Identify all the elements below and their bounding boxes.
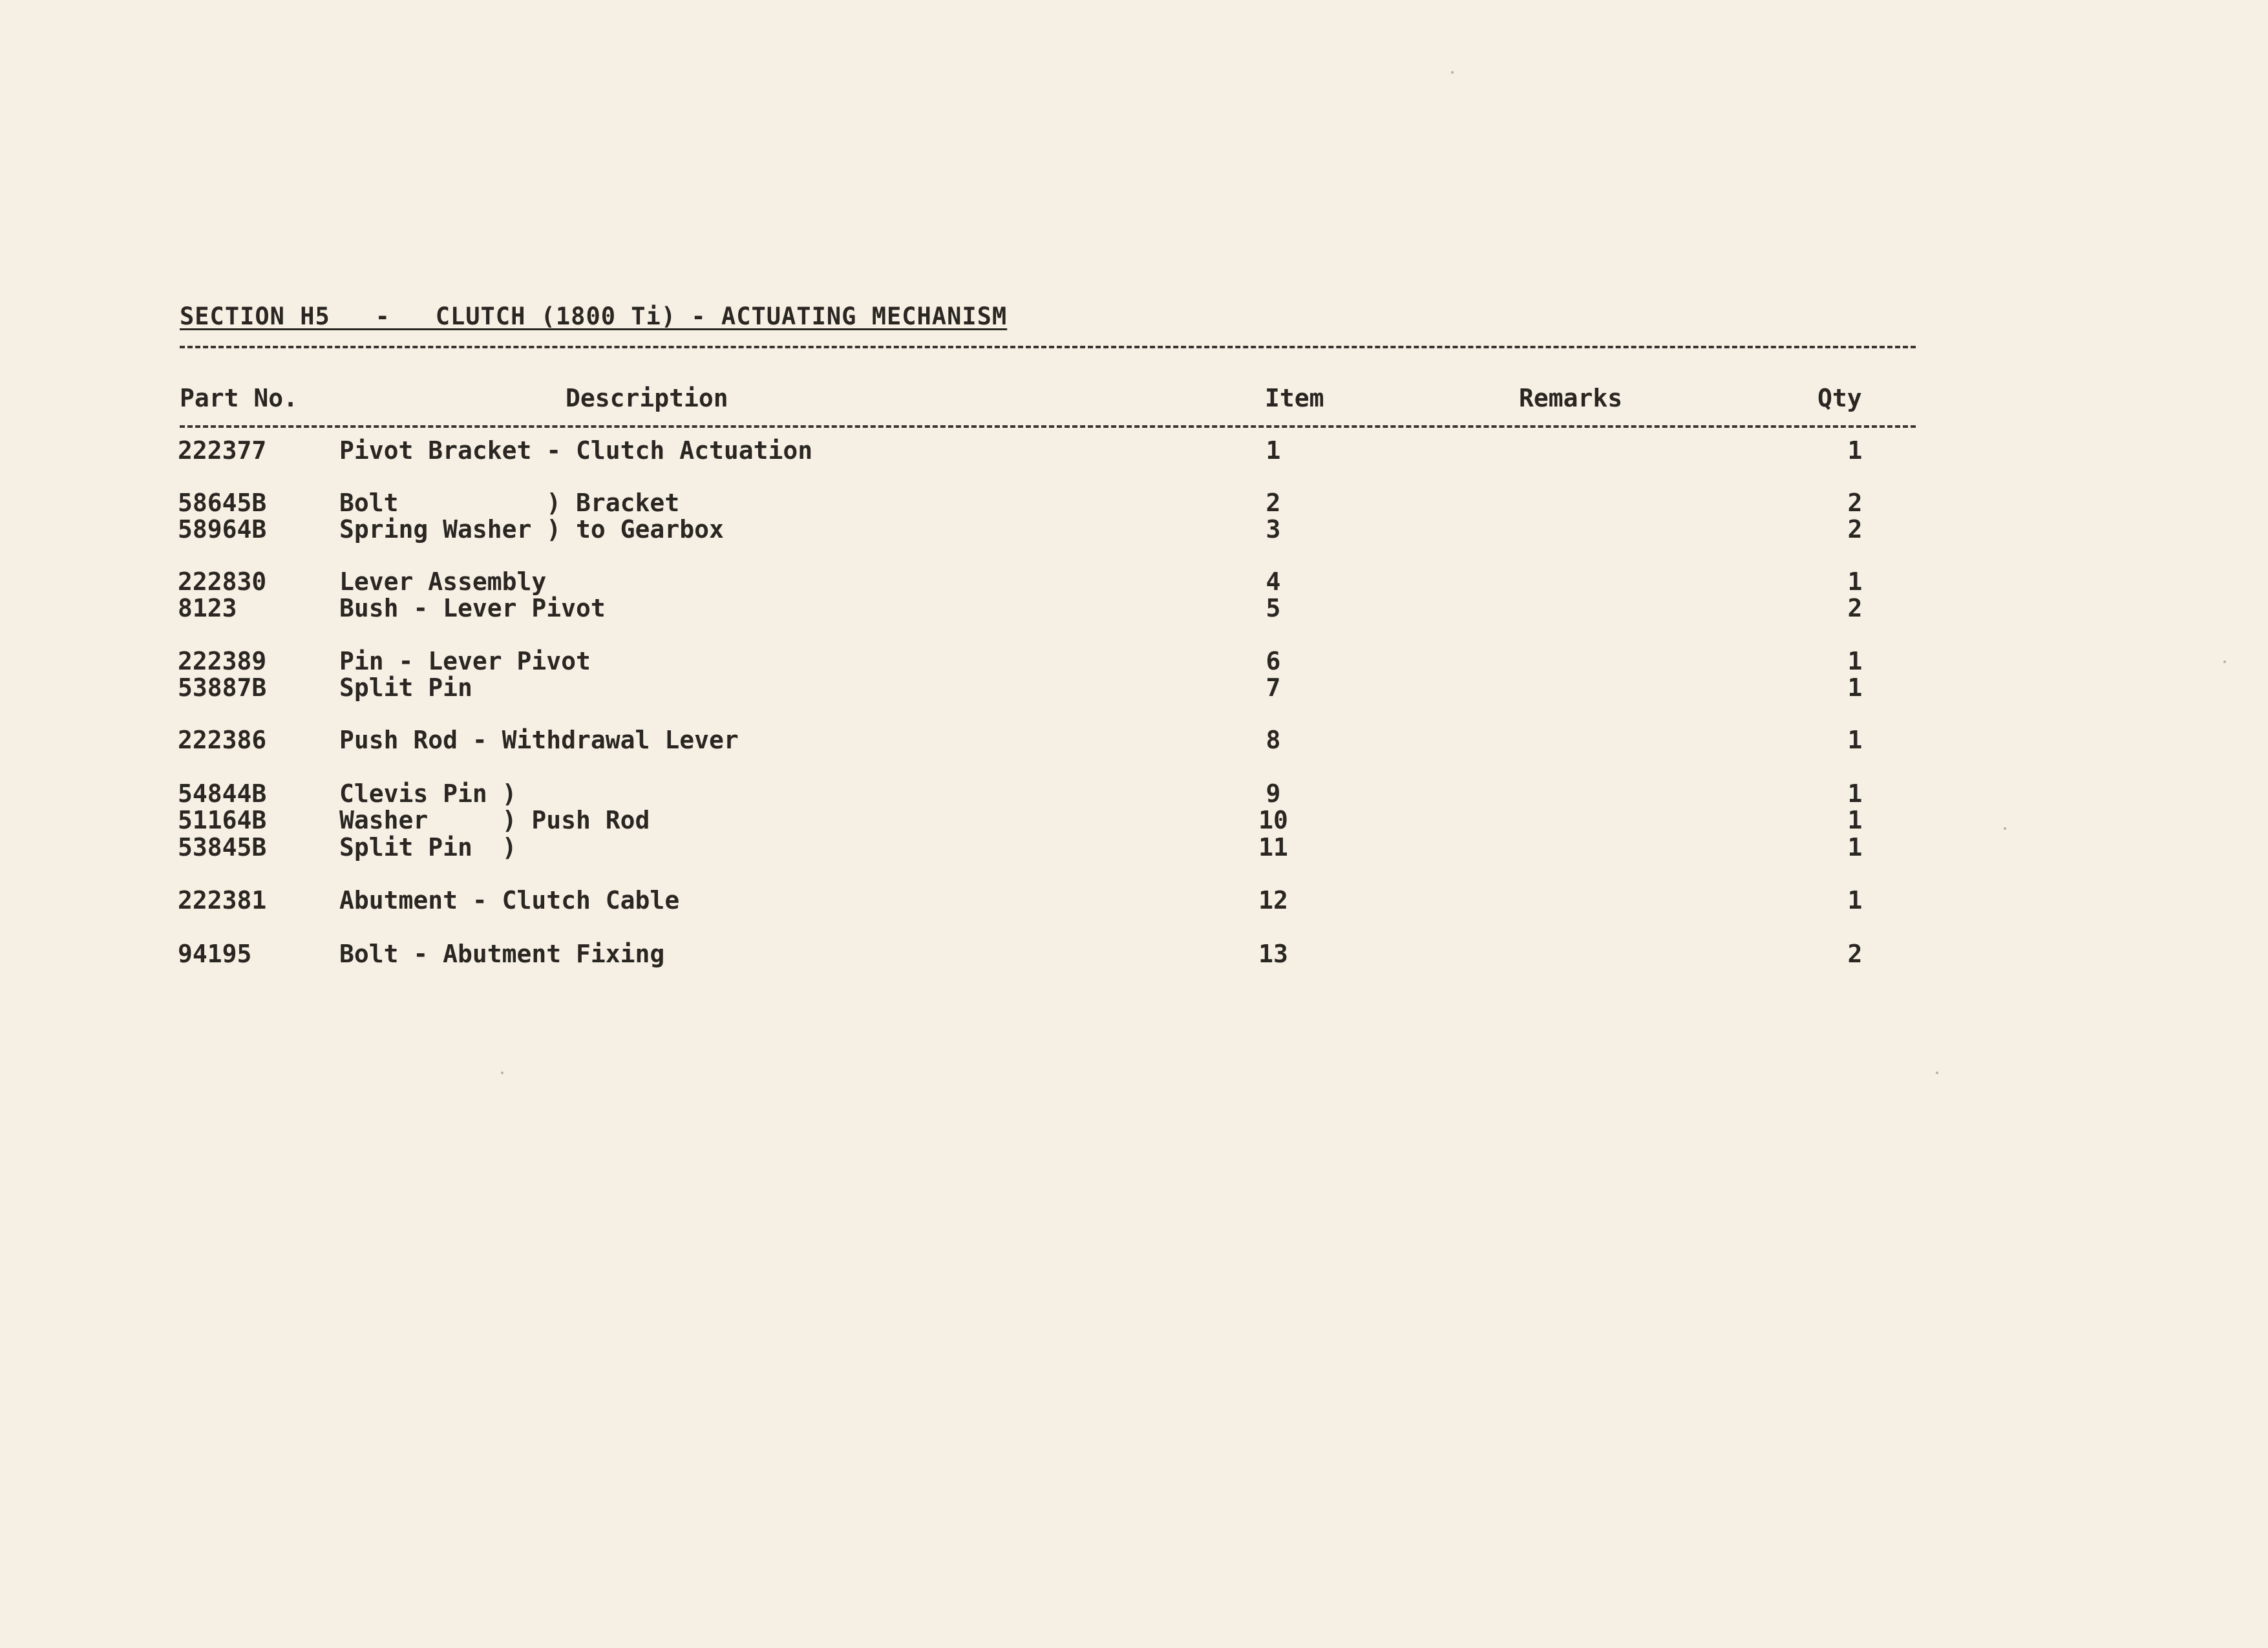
item-number: 4 xyxy=(1266,567,1281,596)
part-number: 54844B xyxy=(178,779,267,808)
item-number: 6 xyxy=(1266,647,1281,675)
part-number: 53845B xyxy=(178,833,267,861)
part-description: Bolt - Abutment Fixing xyxy=(339,940,665,968)
paper-speck xyxy=(2223,660,2226,663)
part-description: Spring Washer ) to Gearbox xyxy=(339,515,724,544)
part-number: 58645B xyxy=(178,489,267,517)
title-divider xyxy=(180,346,1916,348)
paper-speck xyxy=(1451,71,1454,74)
quantity: 1 xyxy=(1847,779,1863,808)
quantity: 1 xyxy=(1847,567,1863,596)
item-number: 8 xyxy=(1266,726,1281,754)
column-header-item: Item xyxy=(1265,384,1324,412)
quantity: 1 xyxy=(1847,886,1863,914)
item-number: 7 xyxy=(1266,673,1281,702)
part-description: Lever Assembly xyxy=(339,567,547,596)
part-number: 222381 xyxy=(178,886,267,914)
part-description: Washer ) Push Rod xyxy=(339,806,650,834)
quantity: 1 xyxy=(1847,806,1863,834)
part-number: 222830 xyxy=(178,567,267,596)
item-number: 12 xyxy=(1258,886,1288,914)
quantity: 1 xyxy=(1847,673,1863,702)
item-number: 2 xyxy=(1266,489,1281,517)
paper-speck xyxy=(2004,827,2006,830)
item-number: 5 xyxy=(1266,594,1281,622)
part-description: Pin - Lever Pivot xyxy=(339,647,591,675)
item-number: 1 xyxy=(1266,436,1281,465)
item-number: 13 xyxy=(1258,940,1288,968)
part-number: 53887B xyxy=(178,673,267,702)
quantity: 2 xyxy=(1847,594,1863,622)
paper-speck xyxy=(1936,1072,1938,1074)
quantity: 2 xyxy=(1847,940,1863,968)
column-header-qty: Qty xyxy=(1818,384,1862,412)
part-number: 51164B xyxy=(178,806,267,834)
column-header-part-no: Part No. xyxy=(180,384,299,412)
part-number: 58964B xyxy=(178,515,267,544)
item-number: 11 xyxy=(1258,833,1288,861)
part-description: Split Pin ) xyxy=(339,833,517,861)
part-description: Split Pin xyxy=(339,673,472,702)
part-description: Abutment - Clutch Cable xyxy=(339,886,680,914)
item-number: 10 xyxy=(1258,806,1288,834)
part-number: 222377 xyxy=(178,436,267,465)
part-description: Bush - Lever Pivot xyxy=(339,594,606,622)
part-description: Push Rod - Withdrawal Lever xyxy=(339,726,739,754)
item-number: 3 xyxy=(1266,515,1281,544)
part-number: 222386 xyxy=(178,726,267,754)
item-number: 9 xyxy=(1266,779,1281,808)
column-header-description: Description xyxy=(566,384,728,412)
header-divider xyxy=(180,425,1916,428)
part-number: 222389 xyxy=(178,647,267,675)
quantity: 1 xyxy=(1847,726,1863,754)
part-description: Pivot Bracket - Clutch Actuation xyxy=(339,436,813,465)
section-title: SECTION H5 - CLUTCH (1800 Ti) - ACTUATING MECHANISM xyxy=(180,302,1008,330)
quantity: 1 xyxy=(1847,436,1863,465)
quantity: 1 xyxy=(1847,647,1863,675)
part-number: 94195 xyxy=(178,940,252,968)
quantity: 2 xyxy=(1847,489,1863,517)
part-description: Bolt ) Bracket xyxy=(339,489,680,517)
part-description: Clevis Pin ) xyxy=(339,779,517,808)
column-header-remarks: Remarks xyxy=(1519,384,1623,412)
paper-speck xyxy=(501,1072,503,1074)
part-number: 8123 xyxy=(178,594,237,622)
quantity: 1 xyxy=(1847,833,1863,861)
quantity: 2 xyxy=(1847,515,1863,544)
